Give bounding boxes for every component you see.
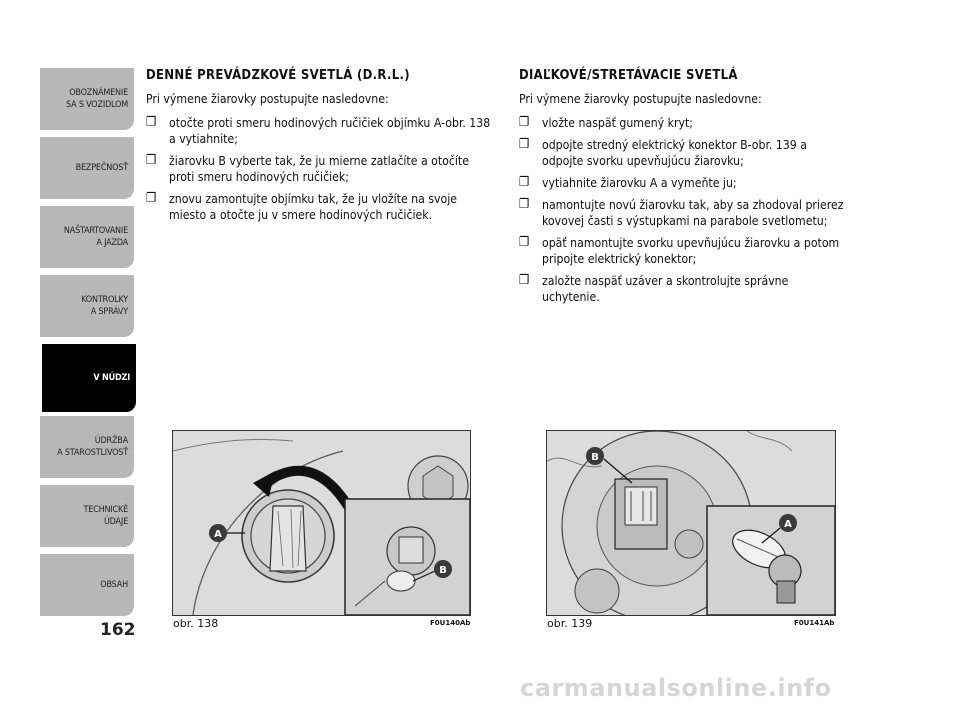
tab-technicke[interactable]: [40, 485, 134, 547]
checkbox-bullet-icon: ❐: [519, 115, 530, 130]
headlight-bulb-drawing: [547, 431, 835, 615]
tab-v-nudzi[interactable]: [42, 344, 136, 412]
step-text: žiarovku B vyberte tak, že ju mierne zatlačíte a otočíte proti smeru hodinových ručičiek;: [169, 154, 469, 184]
figure-139-illustration: [546, 430, 836, 616]
tab-udrzba[interactable]: [40, 416, 134, 478]
step-text: založte naspäť uzáver a skontrolujte správne uchytenie.: [542, 274, 789, 304]
checkbox-bullet-icon: ❐: [519, 273, 530, 288]
tab-label: V NÚDZI: [93, 373, 130, 383]
list-item: [519, 235, 849, 267]
section-title: DENNÉ PREVÁDZKOVÉ SVETLÁ (D.R.L.): [146, 68, 410, 83]
step-text: otočte proti smeru hodinových ručičiek objímku A-obr. 138 a vytiahnite;: [169, 116, 491, 146]
step-text: odpojte stredný elektrický konektor B-obr. 139 a odpojte svorku upevňujúcu žiarovku;: [542, 138, 807, 168]
tab-oboznamenie[interactable]: [40, 68, 134, 130]
step-text: vytiahnite žiarovku A a vymeňte ju;: [542, 176, 737, 190]
bulb-holder-drawing: [173, 431, 470, 615]
figure-caption: obr. 139: [547, 617, 593, 630]
marker-a-label: A: [214, 529, 222, 540]
steps-list: [146, 115, 496, 223]
steps-list: [519, 115, 849, 305]
figure-caption: obr. 138: [173, 617, 219, 630]
figure-code: F0U140Ab: [430, 619, 471, 627]
tab-label: NAŠTARTOVANIE A JAZDA: [63, 226, 128, 248]
section-title: DIAĽKOVÉ/STRETÁVACIE SVETLÁ: [519, 68, 738, 83]
tab-label: KONTROLKY A SPRÁVY: [81, 295, 128, 317]
tab-obsah[interactable]: [40, 554, 134, 616]
tab-label: BEZPEČNOSŤ: [75, 163, 128, 173]
section-drl: [146, 68, 496, 229]
watermark: carmanualsonline.info: [520, 674, 832, 702]
marker-b-label: B: [439, 565, 447, 576]
section-intro: Pri výmene žiarovky postupujte nasledovne:: [146, 92, 389, 106]
checkbox-bullet-icon: ❐: [519, 235, 530, 250]
step-text: vložte naspäť gumený kryt;: [542, 116, 693, 130]
list-item: [519, 115, 849, 131]
list-item: [519, 273, 849, 305]
tab-nastartovanie[interactable]: [40, 206, 134, 268]
list-item: [146, 191, 496, 223]
marker-a-label: A: [784, 519, 792, 530]
tab-label: ÚDRŽBA A STAROSTLIVOSŤ: [57, 436, 128, 458]
tab-label: OBOZNÁMENIE SA S VOZIDLOM: [66, 88, 128, 110]
list-item: [519, 197, 849, 229]
figure-code: F0U141Ab: [794, 619, 835, 627]
list-item: [519, 137, 849, 169]
checkbox-bullet-icon: ❐: [146, 115, 157, 130]
checkbox-bullet-icon: ❐: [146, 153, 157, 168]
list-item: [146, 153, 496, 185]
step-text: znovu zamontujte objímku tak, že ju vložíte na svoje miesto a otočte ju v smere hodinových ručičiek.: [169, 192, 458, 222]
list-item: [519, 175, 849, 191]
tab-label: TECHNICKÉ ÚDAJE: [83, 505, 128, 527]
tab-bezpecnost[interactable]: [40, 137, 134, 199]
section-headlights: [519, 68, 849, 311]
checkbox-bullet-icon: ❐: [146, 191, 157, 206]
figure-138-illustration: [172, 430, 471, 616]
step-text: namontujte novú žiarovku tak, aby sa zhodoval prierez kovovej časti s výstupkami na parabole svetlometu;: [542, 198, 844, 228]
section-intro: Pri výmene žiarovky postupujte nasledovne:: [519, 92, 762, 106]
tab-kontrolky[interactable]: [40, 275, 134, 337]
checkbox-bullet-icon: ❐: [519, 175, 530, 190]
marker-b-label: B: [591, 452, 599, 463]
page-number: 162: [100, 620, 136, 640]
step-text: opäť namontujte svorku upevňujúcu žiarovku a potom pripojte elektrický konektor;: [542, 236, 840, 266]
tab-label: OBSAH: [100, 580, 128, 590]
checkbox-bullet-icon: ❐: [519, 197, 530, 212]
checkbox-bullet-icon: ❐: [519, 137, 530, 152]
list-item: [146, 115, 496, 147]
